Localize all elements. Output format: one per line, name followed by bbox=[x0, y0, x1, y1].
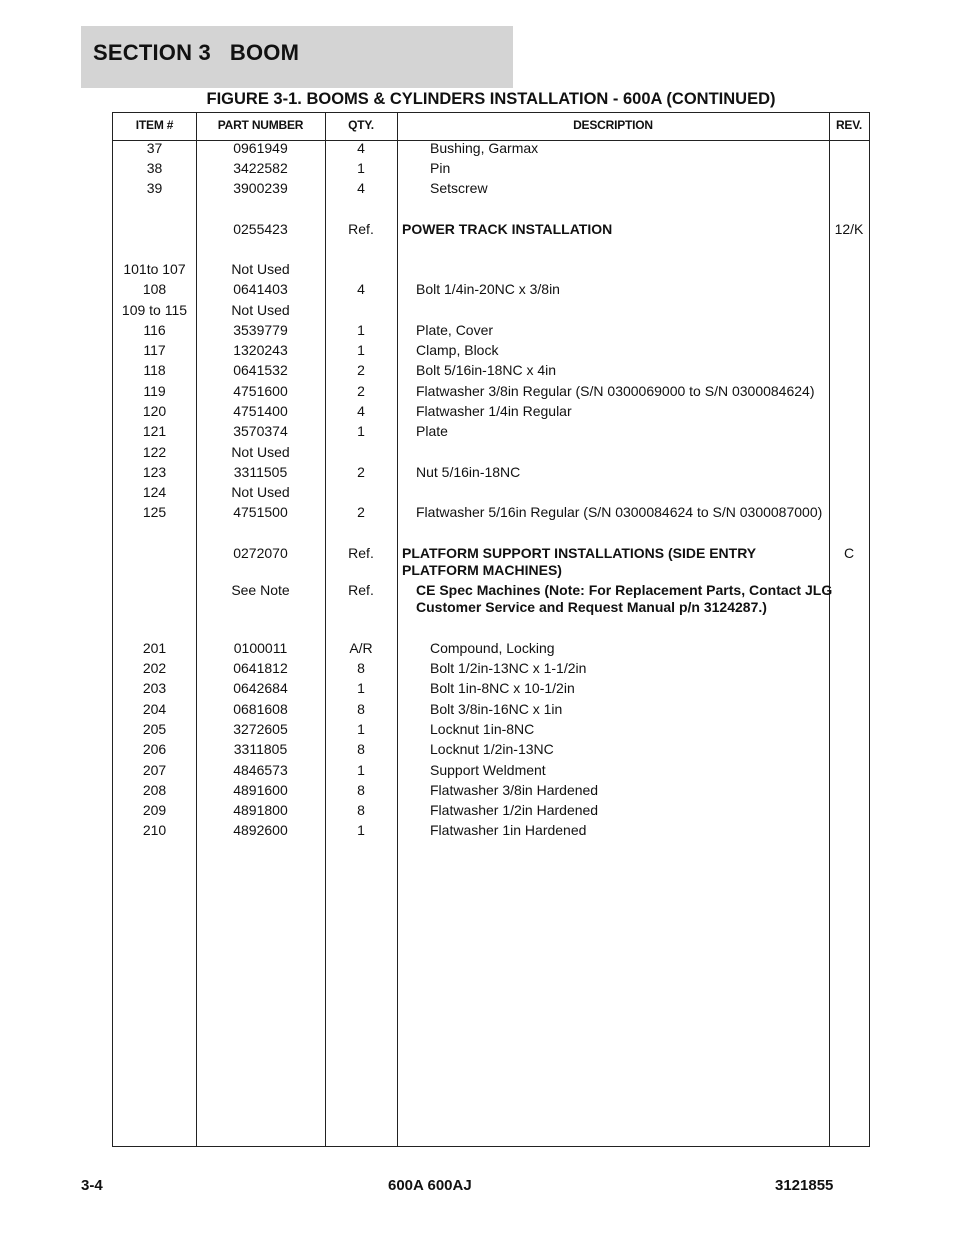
item-number-cell: 207 bbox=[142, 762, 167, 778]
part-number-cell: 0681608 bbox=[233, 701, 288, 717]
quantity-cell: 8 bbox=[357, 660, 365, 676]
quantity-cell: 1 bbox=[357, 322, 365, 338]
part-number-cell: 1320243 bbox=[233, 342, 288, 358]
part-number-cell: 3311505 bbox=[233, 464, 288, 480]
part-number-cell: 3311805 bbox=[233, 741, 288, 757]
figure-title: FIGURE 3-1. BOOMS & CYLINDERS INSTALLATION - 600A (CONTINUED) bbox=[206, 90, 776, 108]
description-cell: Setscrew bbox=[430, 180, 488, 196]
revision-cell: 12/K bbox=[834, 221, 864, 237]
quantity-cell: 8 bbox=[357, 741, 365, 757]
item-number-cell: 37 bbox=[146, 140, 163, 156]
part-number-cell: 0272070 bbox=[233, 545, 288, 561]
description-cell: Bolt 1/2in-13NC x 1-1/2in bbox=[430, 660, 587, 676]
description-cell: Flatwasher 3/8in Regular (S/N 0300069000 to S/N 0300084624) bbox=[416, 383, 815, 399]
part-number-cell: Not Used bbox=[231, 444, 290, 460]
quantity-cell: A/R bbox=[349, 640, 373, 656]
footer-model: 600A 600AJ bbox=[388, 1177, 472, 1194]
part-number-cell: 3422582 bbox=[233, 160, 288, 176]
quantity-cell: Ref. bbox=[348, 545, 374, 561]
revision-cell: C bbox=[843, 545, 855, 561]
description-cell: Flatwasher 3/8in Hardened bbox=[430, 782, 599, 798]
quantity-cell: 1 bbox=[357, 680, 365, 696]
item-number-cell: 108 bbox=[142, 281, 167, 297]
item-number-cell: 118 bbox=[143, 362, 166, 378]
quantity-cell: 1 bbox=[357, 423, 365, 439]
item-number-cell: 117 bbox=[143, 342, 166, 358]
description-cell: Bolt 1/4in-20NC x 3/8in bbox=[416, 281, 560, 297]
description-cell: CE Spec Machines (Note: For Replacement Parts, Contact JLG Customer Service and Request Manual p/n 3124287.) bbox=[416, 582, 833, 615]
description-cell: Nut 5/16in-18NC bbox=[416, 464, 521, 480]
column-divider bbox=[829, 113, 830, 1146]
quantity-cell: 2 bbox=[357, 464, 365, 480]
quantity-cell: 2 bbox=[357, 362, 365, 378]
description-cell: Locknut 1in-8NC bbox=[430, 721, 535, 737]
part-number-cell: 4846573 bbox=[233, 762, 288, 778]
part-number-cell: 0255423 bbox=[233, 221, 288, 237]
item-number-cell: 206 bbox=[142, 741, 167, 757]
table-header bbox=[113, 113, 869, 141]
part-number-cell: 0641403 bbox=[233, 281, 288, 297]
quantity-cell: 4 bbox=[357, 140, 365, 156]
section-banner bbox=[81, 26, 513, 88]
quantity-cell: 4 bbox=[357, 403, 365, 419]
part-number-cell: 4891800 bbox=[233, 802, 288, 818]
description-cell: Plate bbox=[416, 423, 448, 439]
quantity-cell: 8 bbox=[357, 701, 365, 717]
column-divider bbox=[397, 113, 398, 1146]
item-number-cell: 39 bbox=[146, 180, 163, 196]
part-number-cell: Not Used bbox=[231, 261, 290, 277]
item-number-cell: 209 bbox=[142, 802, 167, 818]
item-number-cell: 123 bbox=[142, 464, 167, 480]
description-cell: Bolt 5/16in-18NC x 4in bbox=[416, 362, 557, 378]
item-number-cell: 202 bbox=[142, 660, 167, 676]
item-number-cell: 201 bbox=[142, 640, 167, 656]
quantity-cell: 2 bbox=[357, 504, 365, 520]
part-number-cell: 4751400 bbox=[233, 403, 288, 419]
item-number-cell: 109 to 115 bbox=[121, 302, 188, 318]
quantity-cell: 4 bbox=[357, 281, 365, 297]
item-number-cell: 38 bbox=[146, 160, 163, 176]
part-number-cell: 0961949 bbox=[233, 140, 288, 156]
part-number-cell: Not Used bbox=[231, 484, 290, 500]
item-number-cell: 120 bbox=[142, 403, 167, 419]
column-header-qty: QTY. bbox=[348, 118, 374, 132]
column-header-description: DESCRIPTION bbox=[573, 118, 653, 132]
item-number-cell: 119 bbox=[143, 383, 166, 399]
item-number-cell: 122 bbox=[142, 444, 167, 460]
description-cell: Flatwasher 1/4in Regular bbox=[416, 403, 572, 419]
part-number-cell: 4751500 bbox=[233, 504, 288, 520]
description-cell: Flatwasher 5/16in Regular (S/N 0300084624 to S/N 0300087000) bbox=[416, 504, 823, 520]
item-number-cell: 210 bbox=[142, 822, 167, 838]
description-cell: Flatwasher 1in Hardened bbox=[430, 822, 587, 838]
quantity-cell: 8 bbox=[357, 802, 365, 818]
quantity-cell: 1 bbox=[357, 762, 365, 778]
item-number-cell: 116 bbox=[143, 322, 166, 338]
item-number-cell: 124 bbox=[142, 484, 167, 500]
item-number-cell: 208 bbox=[142, 782, 167, 798]
item-number-cell: 121 bbox=[142, 423, 167, 439]
description-cell: Pin bbox=[430, 160, 451, 176]
description-cell: Bolt 3/8in-16NC x 1in bbox=[430, 701, 563, 717]
parts-table bbox=[112, 112, 870, 1147]
part-number-cell: Not Used bbox=[231, 302, 290, 318]
description-cell: Bolt 1in-8NC x 10-1/2in bbox=[430, 680, 575, 696]
part-number-cell: 3539779 bbox=[233, 322, 288, 338]
item-number-cell: 204 bbox=[142, 701, 167, 717]
part-number-cell: 0641812 bbox=[233, 660, 288, 676]
part-number-cell: 3570374 bbox=[233, 423, 288, 439]
quantity-cell: 4 bbox=[357, 180, 365, 196]
part-number-cell: 4891600 bbox=[233, 782, 288, 798]
quantity-cell: 8 bbox=[357, 782, 365, 798]
quantity-cell: 1 bbox=[357, 822, 365, 838]
item-number-cell: 205 bbox=[142, 721, 167, 737]
footer-doc-number: 3121855 bbox=[775, 1177, 834, 1194]
section-title: SECTION 3 BOOM bbox=[93, 40, 300, 65]
column-header-rev: REV. bbox=[835, 118, 863, 132]
quantity-cell: Ref. bbox=[348, 582, 374, 598]
description-cell: Bushing, Garmax bbox=[430, 140, 539, 156]
description-cell: PLATFORM SUPPORT INSTALLATIONS (SIDE ENTRY PLATFORM MACHINES) bbox=[402, 545, 756, 578]
footer-page-number: 3-4 bbox=[81, 1177, 103, 1194]
part-number-cell: 4751600 bbox=[233, 383, 288, 399]
description-cell: Locknut 1/2in-13NC bbox=[430, 741, 554, 757]
item-number-cell: 101to 107 bbox=[123, 261, 186, 277]
part-number-cell: See Note bbox=[231, 582, 290, 598]
description-cell: Flatwasher 1/2in Hardened bbox=[430, 802, 599, 818]
item-number-cell: 203 bbox=[142, 680, 167, 696]
part-number-cell: 0642684 bbox=[233, 680, 288, 696]
column-header-part-number: PART NUMBER bbox=[217, 118, 304, 132]
description-cell: POWER TRACK INSTALLATION bbox=[402, 221, 613, 237]
description-cell: Compound, Locking bbox=[430, 640, 555, 656]
quantity-cell: 1 bbox=[357, 160, 365, 176]
description-cell: Plate, Cover bbox=[416, 322, 494, 338]
quantity-cell: 2 bbox=[357, 383, 365, 399]
part-number-cell: 0641532 bbox=[233, 362, 288, 378]
column-header-item: ITEM # bbox=[135, 118, 174, 132]
part-number-cell: 0100011 bbox=[233, 640, 288, 656]
quantity-cell: 1 bbox=[357, 342, 365, 358]
column-divider bbox=[325, 113, 326, 1146]
quantity-cell: 1 bbox=[357, 721, 365, 737]
quantity-cell: Ref. bbox=[348, 221, 374, 237]
item-number-cell: 125 bbox=[142, 504, 167, 520]
part-number-cell: 4892600 bbox=[233, 822, 288, 838]
description-cell: Clamp, Block bbox=[416, 342, 499, 358]
description-cell: Support Weldment bbox=[430, 762, 546, 778]
part-number-cell: 3272605 bbox=[233, 721, 288, 737]
part-number-cell: 3900239 bbox=[233, 180, 288, 196]
